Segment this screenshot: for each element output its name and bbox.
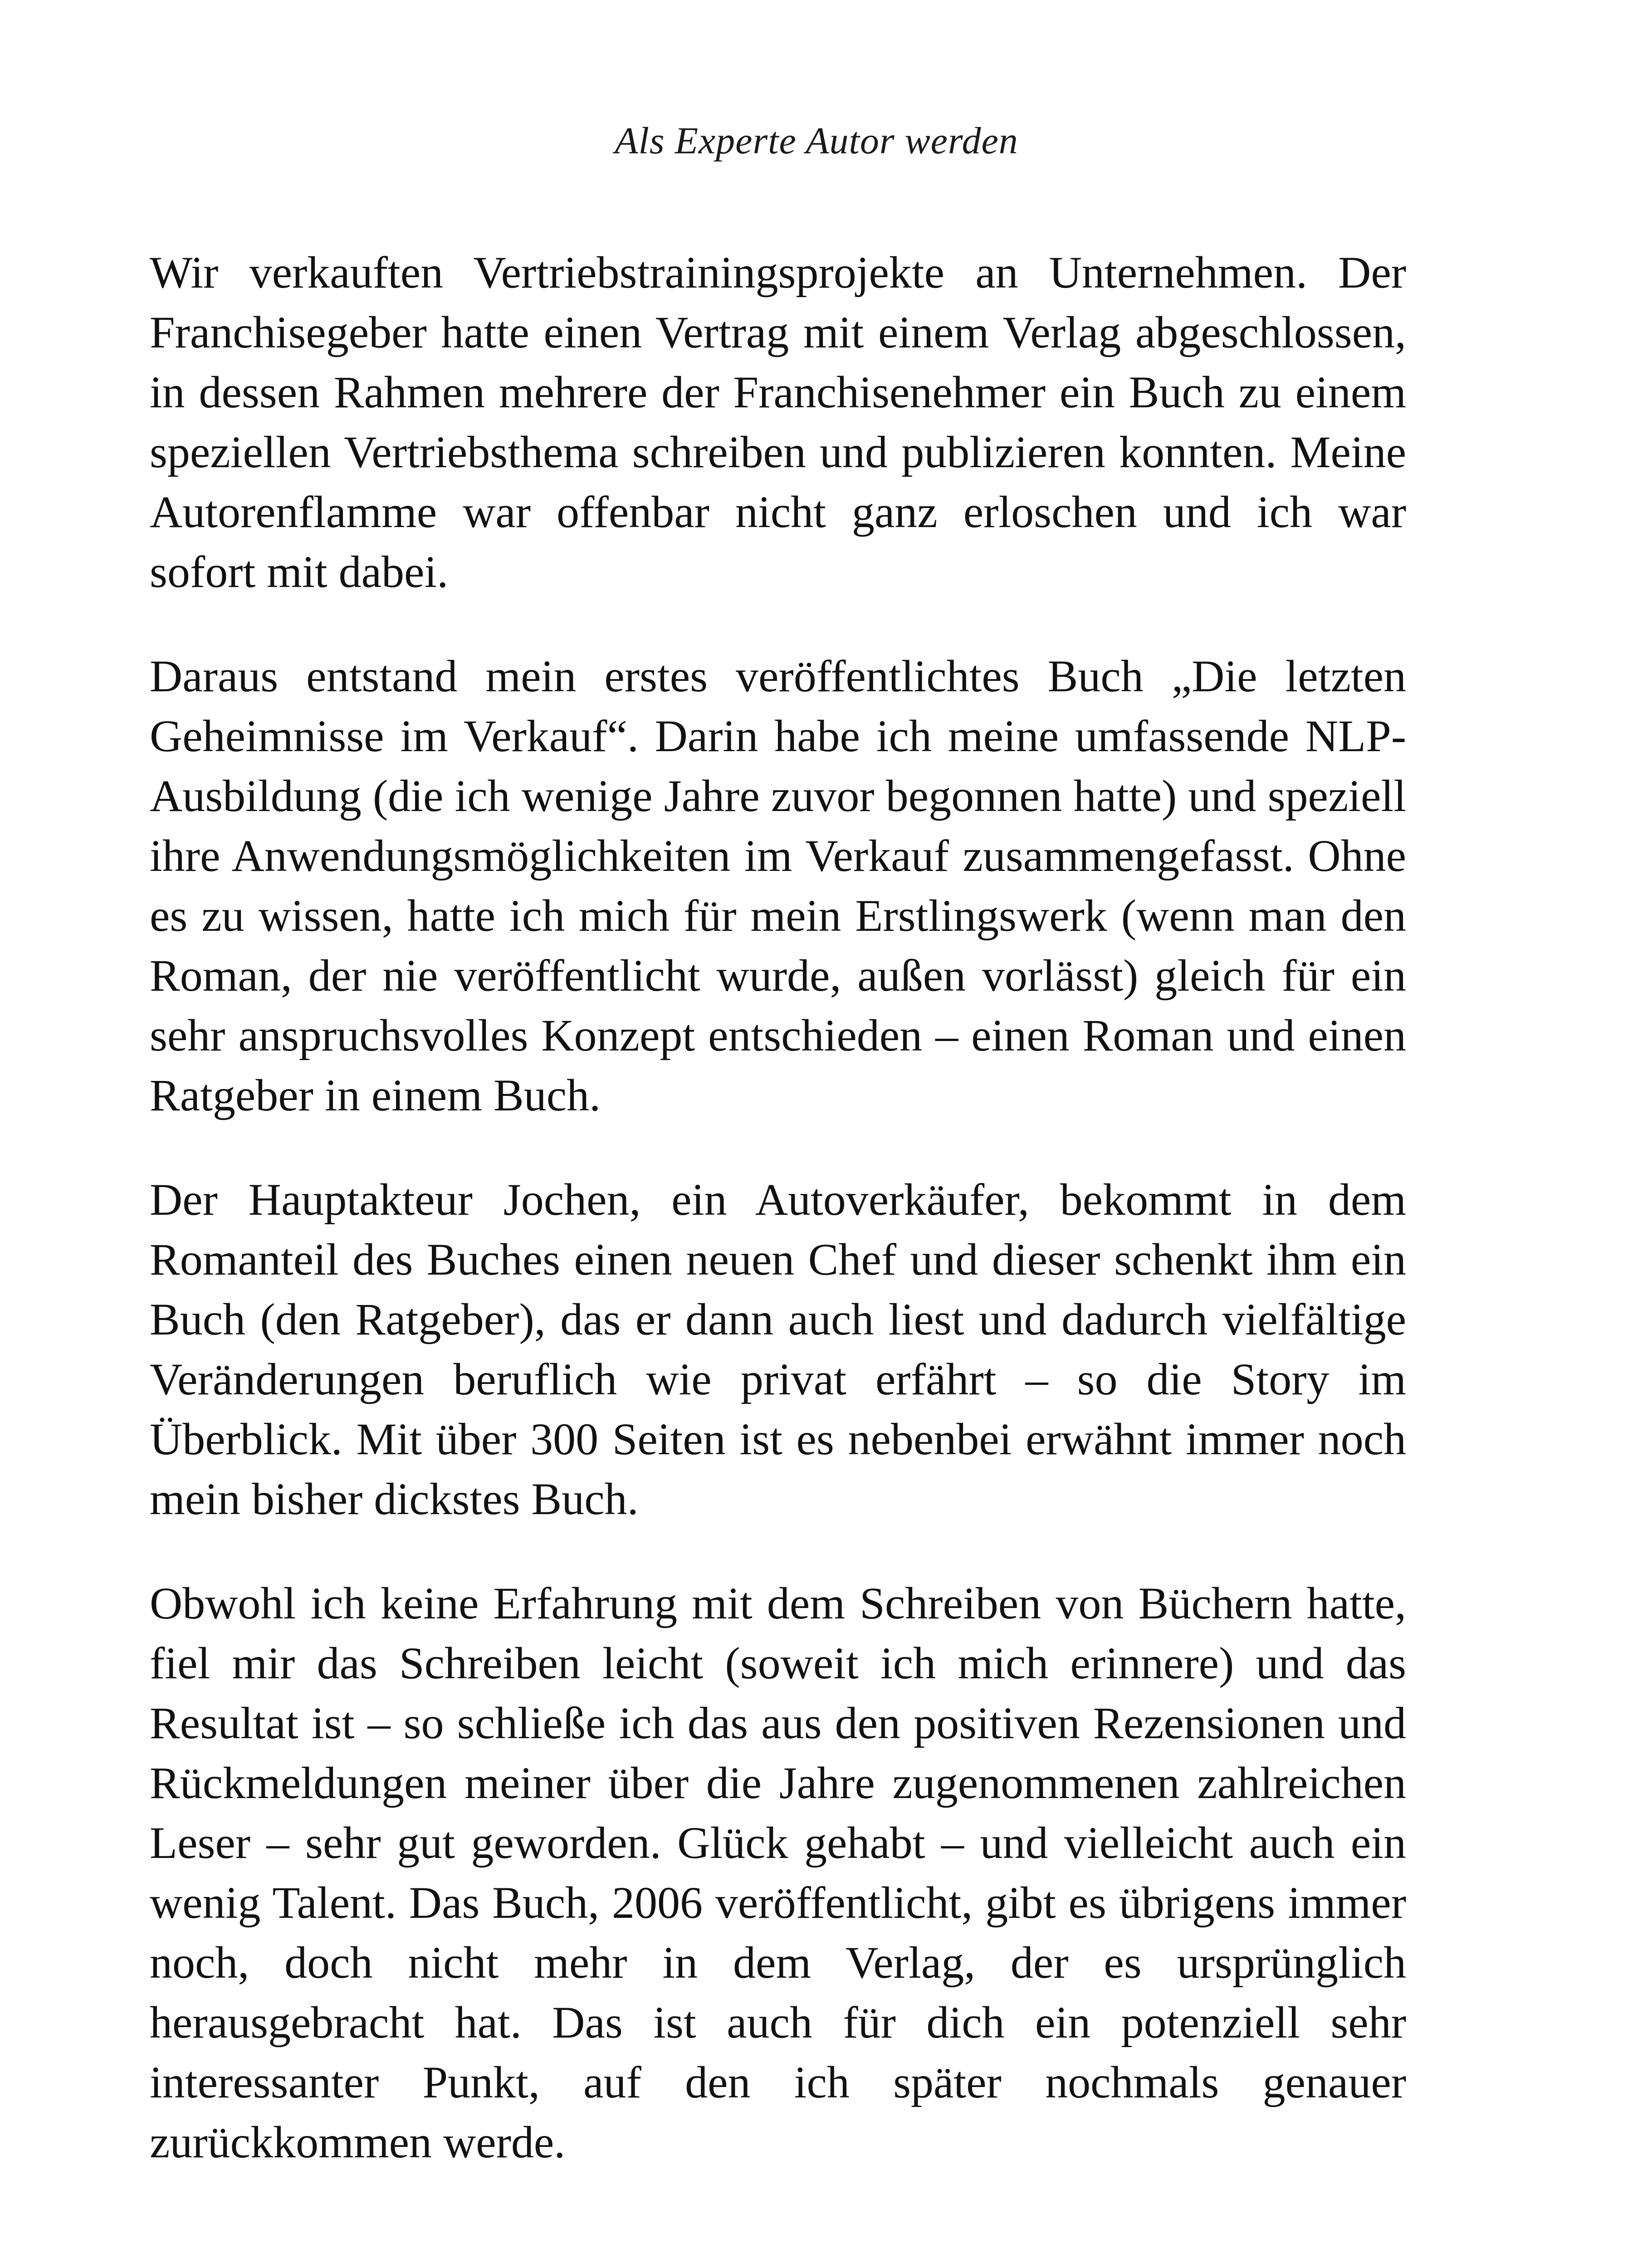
- body-text: [150, 243, 1406, 2217]
- paragraph-4: Obwohl ich keine Erfahrung mit dem Schreiben von Büchern hatte, fiel mir das Schreiben leicht (soweit ich mich erinnere) und das Resultat ist – so schließe ich das aus den positiven Rezensionen und Rückmeldungen meiner über die Jahre zugenommenen zahlreichen Leser – sehr gut geworden. Glück gehabt – und vielleicht auch ein wenig Talent. Das Buch, 2006 veröffentlicht, gibt es übrigens immer noch, doch nicht mehr in dem Verlag, der es ursprünglich herausgebracht hat. Das ist auch für dich ein potenziell sehr interessanter Punkt, auf den ich später nochmals genauer zurückkommen werde.: [150, 1578, 1406, 2167]
- paragraph-3: Der Hauptakteur Jochen, ein Autoverkäufer, bekommt in dem Romanteil des Buches einen neuen Chef und dieser schenkt ihm ein Buch (den Ratgeber), das er dann auch liest und dadurch vielfältige Veränderungen beruflich wie privat erfährt – so die Story im Überblick. Mit über 300 Seiten ist es nebenbei erwähnt immer noch mein bisher dickstes Buch.: [150, 1174, 1406, 1524]
- paragraph-2: Daraus entstand mein erstes veröffentlichtes Buch „Die letzten Geheimnisse im Verkauf“. Darin habe ich meine umfassende NLP-Ausbildung (die ich wenige Jahre zuvor begonnen hatte) und speziell ihre Anwendungsmöglichkeiten im Verkauf zusammengefasst. Ohne es zu wissen, hatte ich mich für mein Erstlingswerk (wenn man den Roman, der nie veröffentlicht wurde, außen vorlässt) gleich für ein sehr anspruchsvolles Konzept entschieden – einen Roman und einen Ratgeber in einem Buch.: [150, 651, 1406, 1120]
- paragraph-1: Wir verkauften Vertriebstrainingsprojekte an Unternehmen. Der Franchisegeber hatte einen Vertrag mit einem Verlag abgeschlossen, in dessen Rahmen mehrere der Franchisenehmer ein Buch zu einem speziellen Vertriebsthema schreiben und publizieren konnten. Meine Autorenflamme war offenbar nicht ganz erloschen und ich war sofort mit dabei.: [150, 247, 1406, 597]
- running-header: Als Experte Autor werden: [615, 120, 1018, 162]
